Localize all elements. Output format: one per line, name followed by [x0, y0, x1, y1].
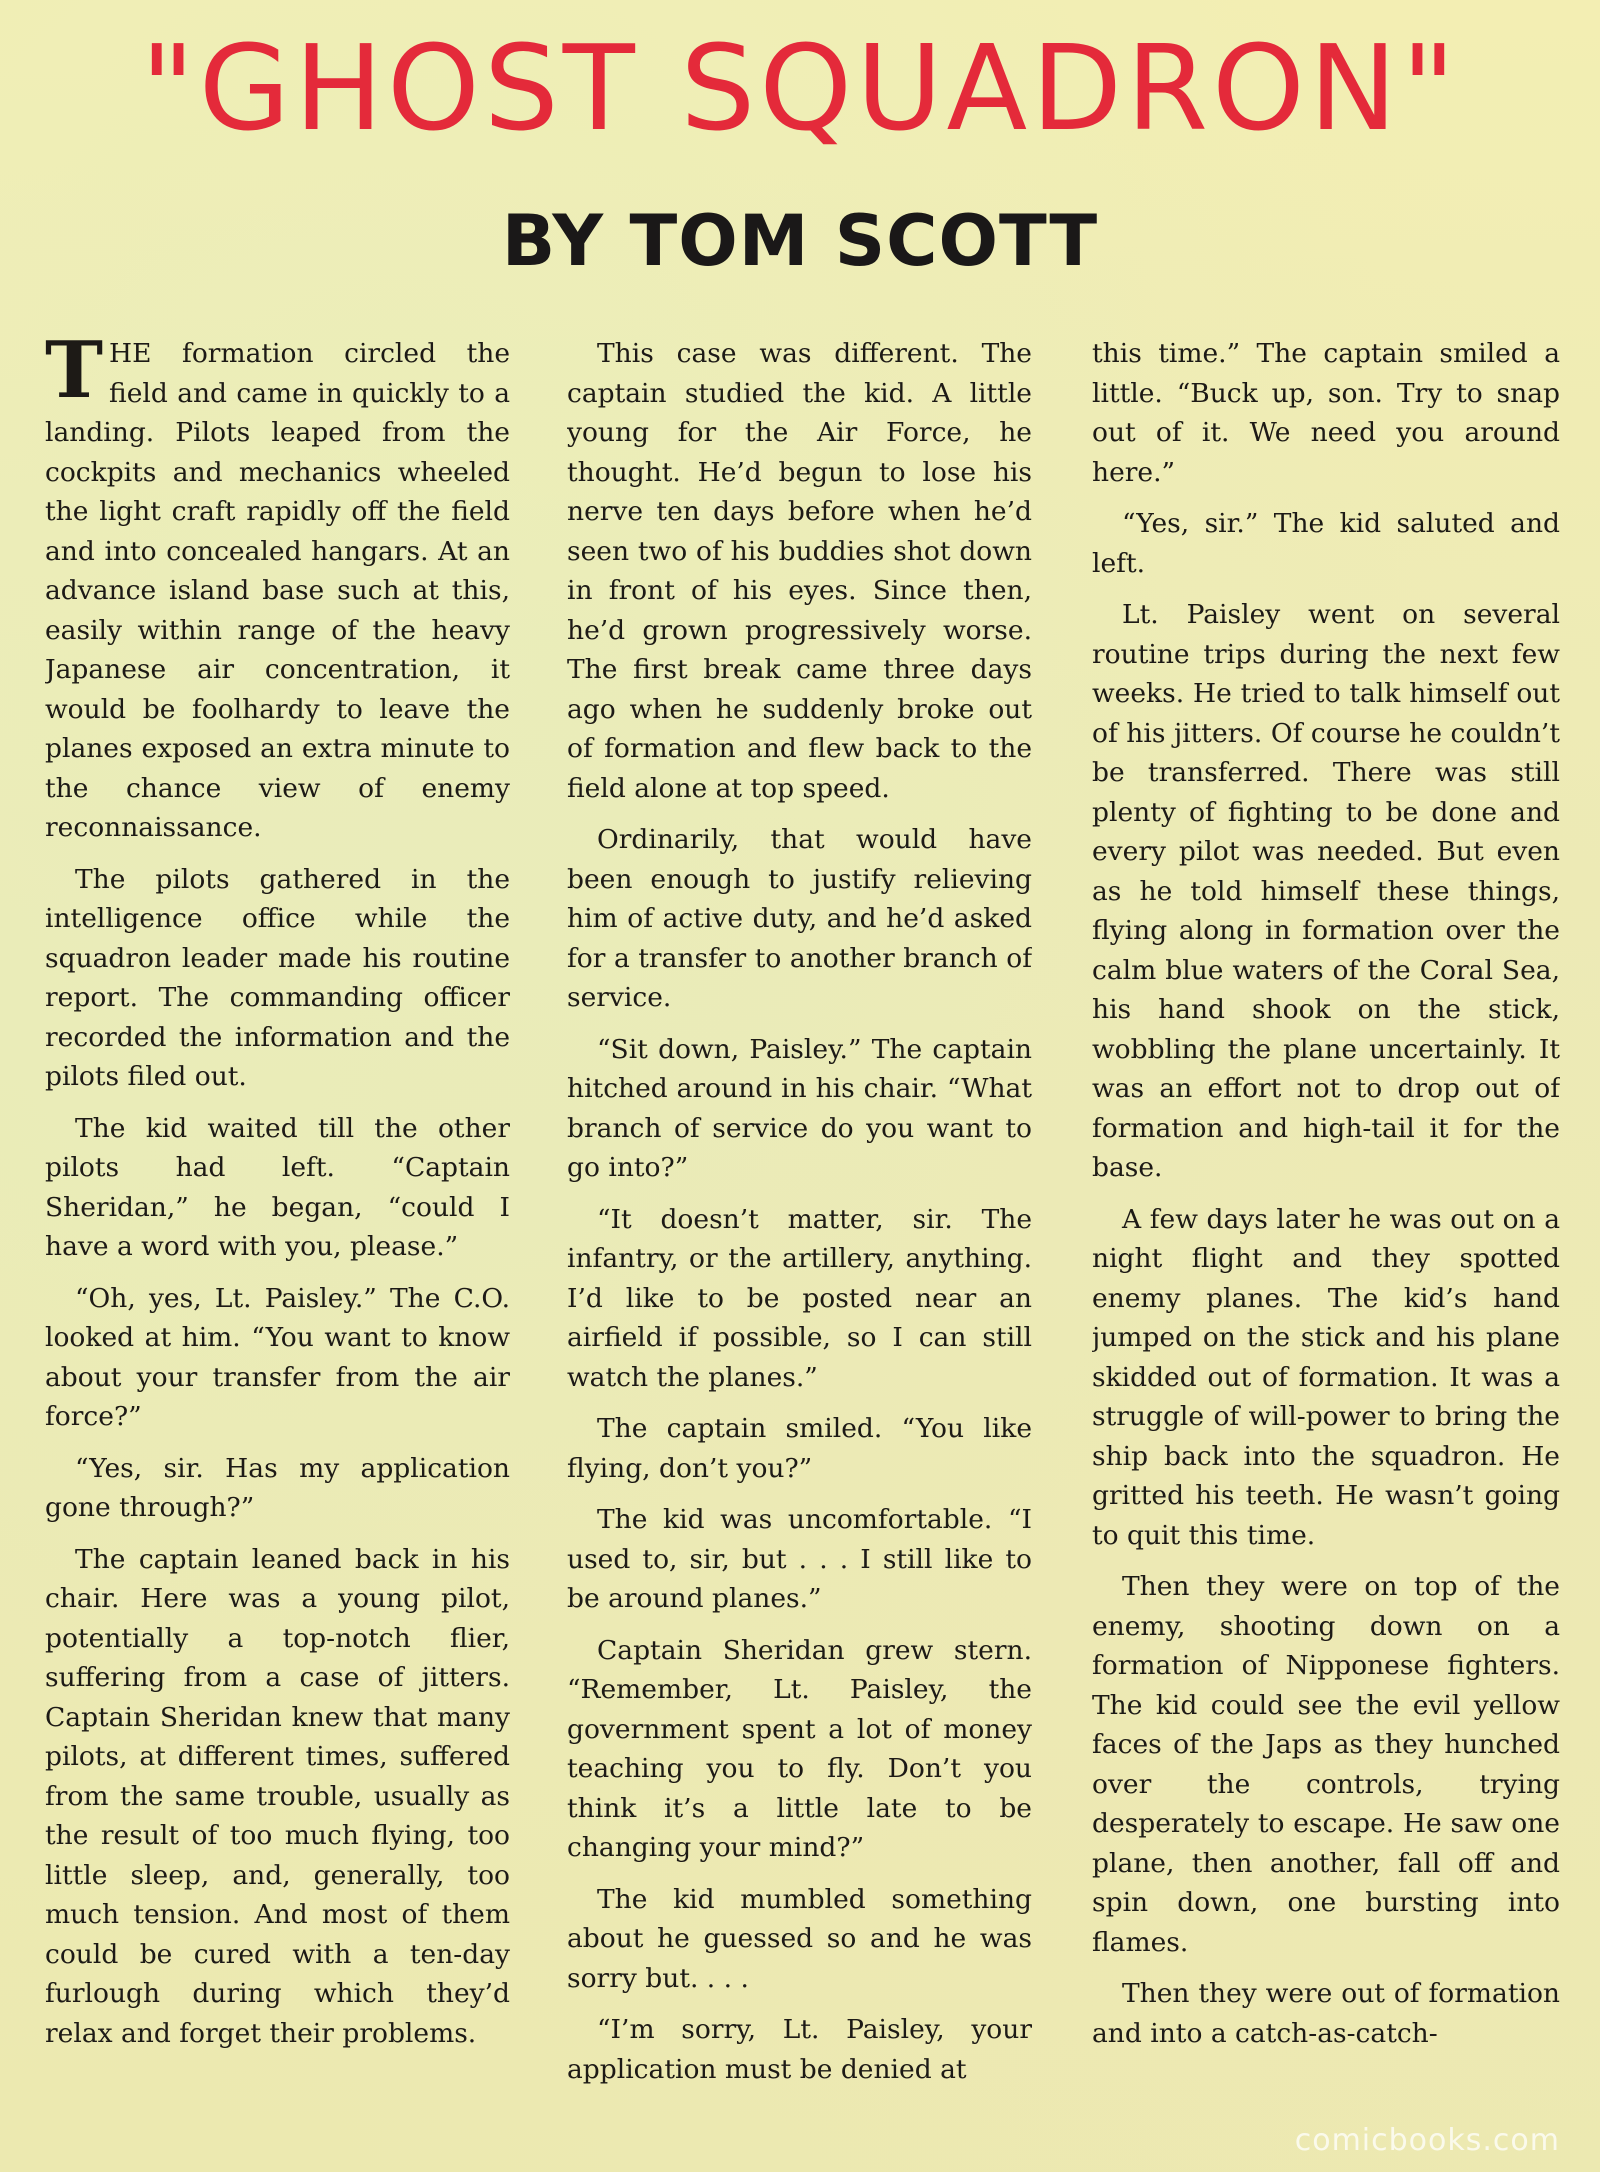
- paragraph: “Sit down, Paisley.” The captain hitched around in his chair. “What branch of service do you want to go into?”: [567, 1033, 1032, 1183]
- paragraph: Captain Sheridan grew stern. “Remember, Lt. Paisley, the government spent a lot of money teaching you to fly. Don’t you think it’s a little late to be changing your mind?”: [567, 1634, 1032, 1863]
- column-2: [567, 334, 1032, 2134]
- paragraph: The pilots gathered in the intelligence office while the squadron leader made his routine report. The commanding officer recorded the information and the pilots filed out.: [45, 863, 510, 1092]
- paragraph: Then they were out of formation and into a catch-as-catch-: [1092, 1978, 1560, 2049]
- paragraph: The captain smiled. “You like flying, don’t you?”: [567, 1413, 1032, 1484]
- paragraph-text: HE formation circled the field and came in quickly to a landing. Pilots leaped from the cockpits and mechanics wheeled the light craft rapidly off the field and into concealed hangars. At an advance island base such at this, easily within range of the heavy Japanese air concentration, it would be foolhardy to leave the planes exposed an extra minute to the chance view of enemy reconnaissance.: [45, 338, 510, 843]
- column-3: [1092, 334, 1560, 2134]
- paragraph: “Yes, sir. Has my application gone through?”: [45, 1452, 510, 1523]
- paragraph: This case was different. The captain studied the kid. A little young for the Air Force, he thought. He’d begun to lose his nerve ten days before when he’d seen two of his buddies shot down in front of his eyes. Since then, he’d grown progressively worse. The first break came three days ago when he suddenly broke out of formation and flew back to the field alone at top speed.: [567, 338, 1032, 804]
- paragraph: “It doesn’t matter, sir. The infantry, or the artillery, anything. I’d like to be posted near an airfield if possible, so I can still watch the planes.”: [567, 1203, 1032, 1393]
- paragraph: The kid waited till the other pilots had left. “Captain Sheridan,” he began, “could I have a word with you, please.”: [45, 1112, 510, 1262]
- paragraph: “Oh, yes, Lt. Paisley.” The C.O. looked at him. “You want to know about your transfer from the air force?”: [45, 1282, 510, 1432]
- column-1: [45, 334, 510, 2134]
- paragraph: A few days later he was out on a night flight and they spotted enemy planes. The kid’s hand jumped on the stick and his plane skidded out of formation. It was a struggle of will-power to bring the ship back into the squadron. He gritted his teeth. He wasn’t going to quit this time.: [1092, 1203, 1560, 1551]
- paragraph: Lt. Paisley went on several routine trips during the next few weeks. He tried to talk himself out of his jitters. Of course he couldn’t be transferred. There was still plenty of fighting to be done and every pilot was needed. But even as he told himself these things, flying along in formation over the calm blue waters of the Coral Sea, his hand shook on the stick, wobbling the plane uncertainly. It was an effort not to drop out of formation and high-tail it for the base.: [1092, 599, 1560, 1183]
- paragraph: The kid mumbled something about he guessed so and he was sorry but. . . .: [567, 1883, 1032, 1994]
- paragraph: [45, 334, 510, 848]
- paragraph: The captain leaned back in his chair. Here was a young pilot, potentially a top-notch flier, suffering from a case of jitters. Captain Sheridan knew that many pilots, at different times, suffered from the same trouble, usually as the result of too much flying, too little sleep, and, generally, too much tension. And most of them could be cured with a ten-day furlough during which they’d relax and forget their problems.: [45, 1543, 510, 2049]
- paragraph: “Yes, sir.” The kid saluted and left.: [1092, 508, 1560, 579]
- byline: BY TOM SCOTT: [501, 200, 1099, 282]
- paragraph: this time.” The captain smiled a little. “Buck up, son. Try to snap out of it. We need you around here.”: [1092, 338, 1560, 488]
- watermark: comicbooks.com: [1294, 2123, 1560, 2158]
- story-title: "GHOST SQUADRON": [140, 19, 1460, 157]
- drop-cap: T: [45, 334, 104, 416]
- paragraph: The kid was uncomfortable. “I used to, sir, but . . . I still like to be around planes.”: [567, 1504, 1032, 1614]
- paragraph: “I’m sorry, Lt. Paisley, your application must be denied at: [567, 2014, 1032, 2085]
- paragraph: Ordinarily, that would have been enough to justify relieving him of active duty, and he’d asked for a transfer to another branch of service.: [567, 824, 1032, 1013]
- paragraph: Then they were on top of the enemy, shooting down on a formation of Nipponese fighters. The kid could see the evil yellow faces of the Japs as they hunched over the controls, trying desperately to escape. He saw one plane, then another, fall off and spin down, one bursting into flames.: [1092, 1571, 1560, 1958]
